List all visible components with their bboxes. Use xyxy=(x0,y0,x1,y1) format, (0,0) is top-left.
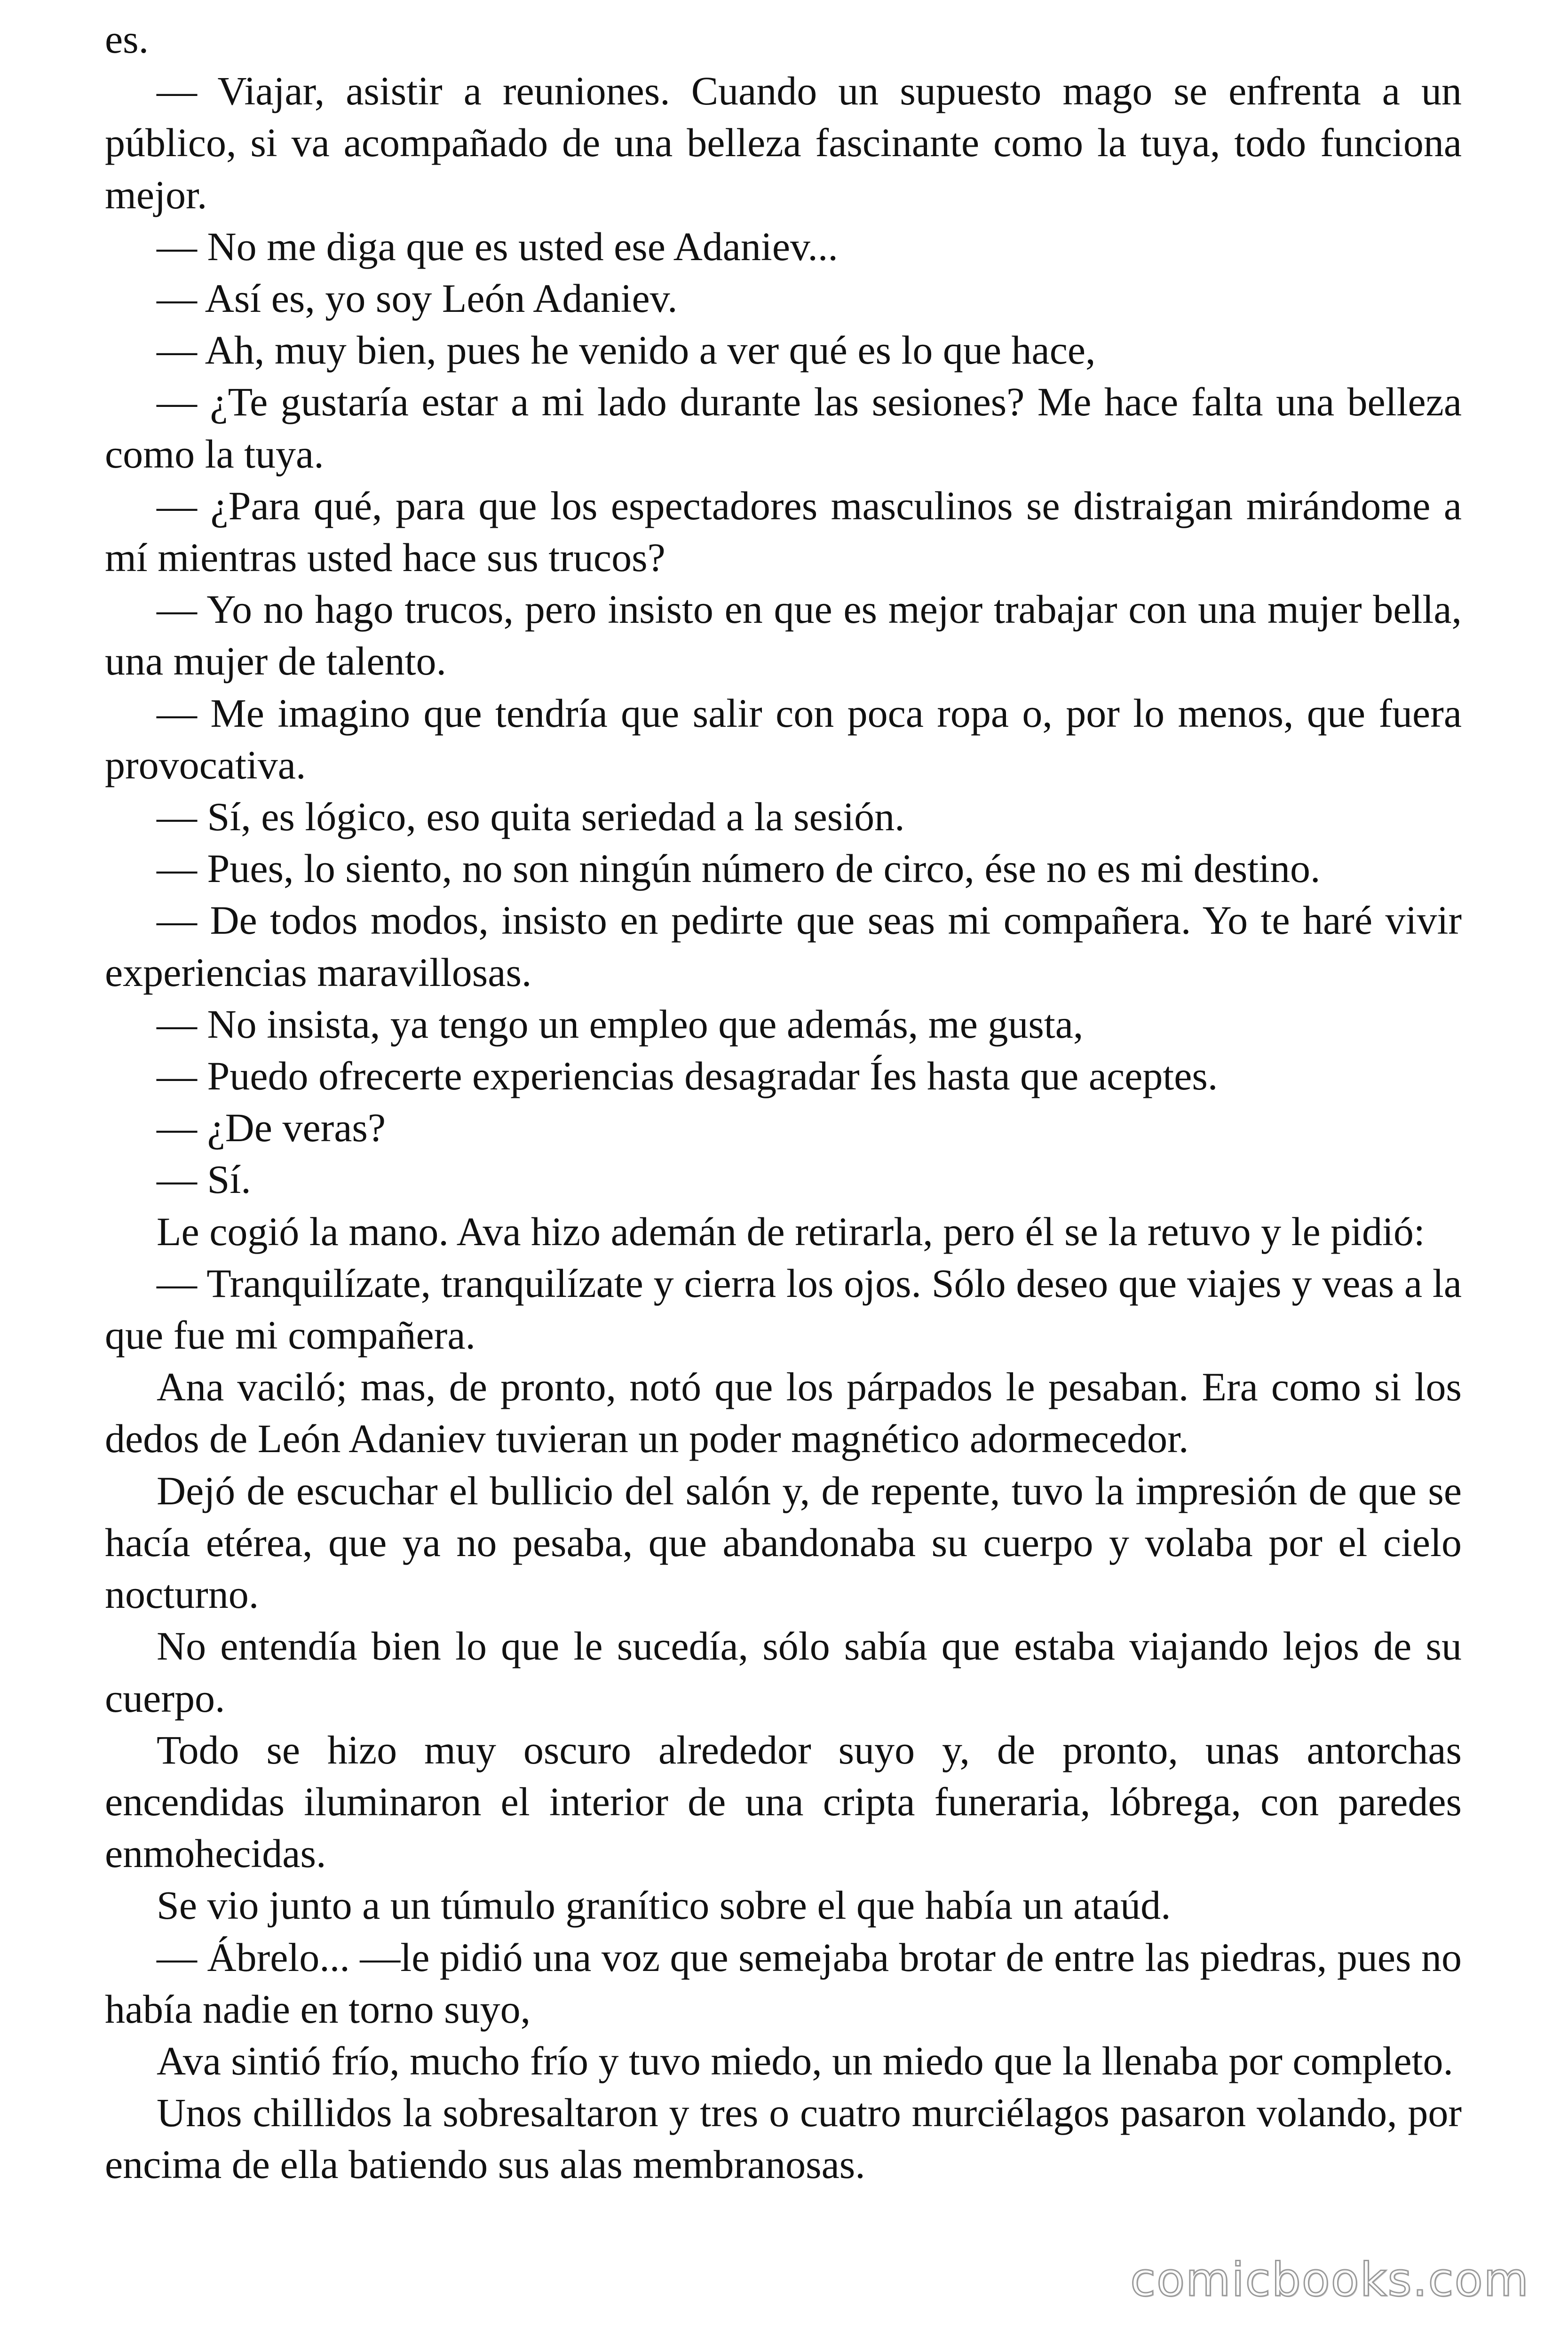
paragraph: — ¿Para qué, para que los espectadores masculinos se distraigan mirándome a mí mientras usted hace sus trucos? xyxy=(105,483,1462,580)
paragraph: Unos chillidos la sobresaltaron y tres o cuatro murciélagos pasaron volando, por encima de ella batiendo sus alas membranosas. xyxy=(105,2090,1462,2187)
watermark: comicbooks.com xyxy=(1130,2253,1529,2307)
paragraph: Ana vaciló; mas, de pronto, notó que los párpados le pesaban. Era como si los dedos de León Adaniev tuvieran un poder magnético adormecedor. xyxy=(105,1364,1462,1462)
paragraph: es. xyxy=(105,16,149,62)
paragraph: Ava sintió frío, mucho frío y tuvo miedo, un miedo que la llenaba por completo. xyxy=(157,2038,1453,2083)
paragraph: — ¿De veras? xyxy=(157,1105,386,1151)
paragraph: — De todos modos, insisto en pedirte que seas mi compañera. Yo te haré vivir experiencias maravillosas. xyxy=(105,898,1462,995)
paragraph: — ¿Te gustaría estar a mi lado durante las sesiones? Me hace falta una belleza como la tuya. xyxy=(105,379,1462,477)
paragraph: — Sí. xyxy=(157,1157,251,1202)
paragraph: — Ah, muy bien, pues he venido a ver qué es lo que hace, xyxy=(157,327,1096,373)
paragraph: — Yo no hago trucos, pero insisto en que es mejor trabajar con una mujer bella, una mujer de talento. xyxy=(105,587,1462,684)
paragraph: — Viajar, asistir a reuniones. Cuando un supuesto mago se enfrenta a un público, si va acompañado de una belleza fascinante como la tuya, todo funciona mejor. xyxy=(105,68,1462,217)
paragraph: — Pues, lo siento, no son ningún número de circo, ése no es mi destino. xyxy=(157,846,1321,891)
paragraph: — Sí, es lógico, eso quita seriedad a la sesión. xyxy=(157,794,905,840)
paragraph: — Me imagino que tendría que salir con poca ropa o, por lo menos, que fuera provocativa. xyxy=(105,690,1462,787)
paragraph: No entendía bien lo que le sucedía, sólo sabía que estaba viajando lejos de su cuerpo. xyxy=(105,1623,1462,1721)
paragraph: Todo se hizo muy oscuro alrededor suyo y, de pronto, unas antorchas encendidas iluminaron el interior de una cripta funeraria, lóbrega, con paredes enmohecidas. xyxy=(105,1727,1462,1876)
paragraph: — Ábrelo... —le pidió una voz que semejaba brotar de entre las piedras, pues no había nadie en torno suyo, xyxy=(105,1934,1462,2032)
paragraph: — Tranquilízate, tranquilízate y cierra los ojos. Sólo deseo que viajes y veas a la que fue mi compañera. xyxy=(105,1260,1462,1358)
paragraph: — Así es, yo soy León Adaniev. xyxy=(157,276,678,321)
page-text xyxy=(105,13,1462,2191)
paragraph: — No insista, ya tengo un empleo que además, me gusta, xyxy=(157,1001,1084,1047)
paragraph: — Puedo ofrecerte experiencias desagradar Íes hasta que aceptes. xyxy=(157,1053,1218,1099)
paragraph: — No me diga que es usted ese Adaniev... xyxy=(157,223,838,269)
paragraph: Se vio junto a un túmulo granítico sobre el que había un ataúd. xyxy=(157,1883,1171,1928)
paragraph: Dejó de escuchar el bullicio del salón y, de repente, tuvo la impresión de que se hacía etérea, que ya no pesaba, que abandonaba su cuerpo y volaba por el cielo nocturno. xyxy=(105,1468,1462,1617)
paragraph: Le cogió la mano. Ava hizo ademán de retirarla, pero él se la retuvo y le pidió: xyxy=(157,1208,1425,1254)
